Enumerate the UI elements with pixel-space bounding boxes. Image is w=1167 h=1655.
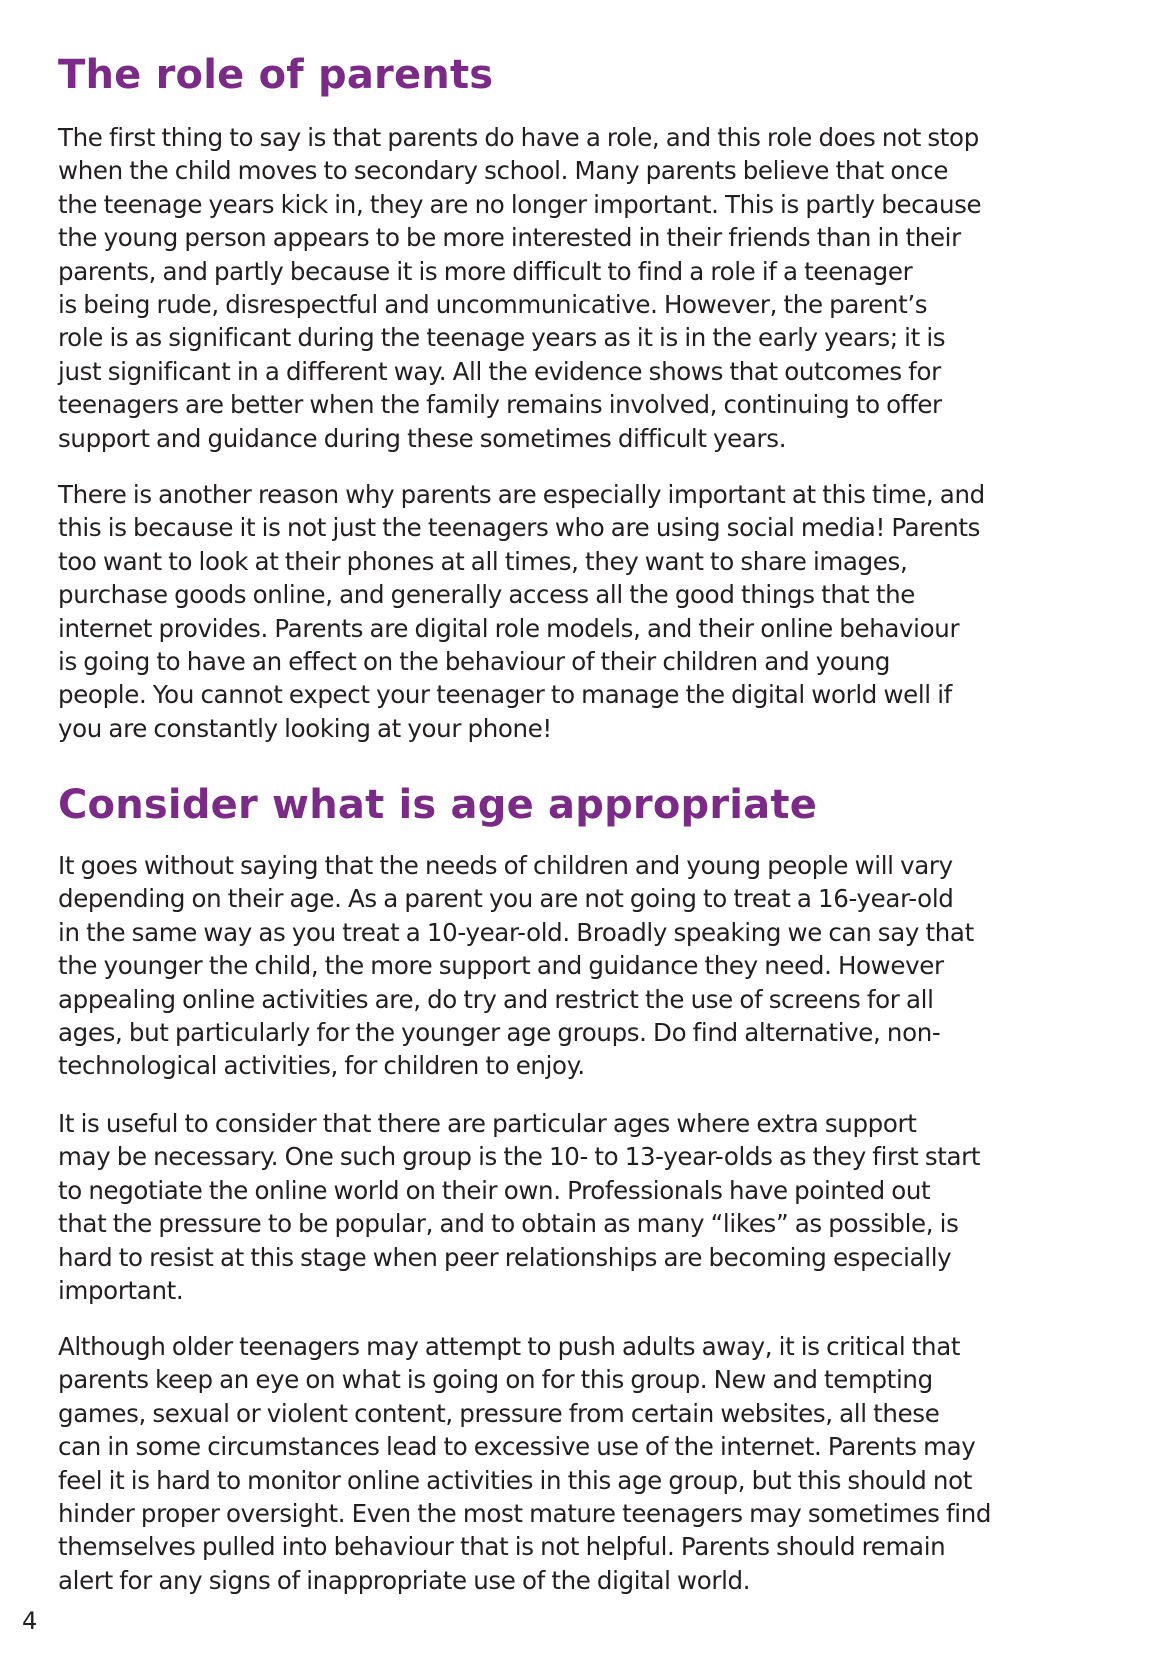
- text-line: just significant in a different way. All the evidence shows that outcomes for: [58, 356, 941, 386]
- paragraph: [58, 478, 1118, 745]
- text-line: too want to look at their phones at all times, they want to share images,: [58, 546, 908, 576]
- text-line: purchase goods online, and generally access all the good things that the: [58, 580, 916, 610]
- text-line: important.: [58, 1276, 184, 1306]
- text-line: when the child moves to secondary school. Many parents believe that once: [58, 156, 949, 186]
- text-line: alert for any signs of inappropriate use of the digital world.: [58, 1565, 751, 1595]
- text-line: ages, but particularly for the younger age groups. Do find alternative, non-: [58, 1018, 941, 1048]
- text-line: feel it is hard to monitor online activities in this age group, but this should not: [58, 1465, 973, 1495]
- text-line: It is useful to consider that there are particular ages where extra support: [58, 1109, 917, 1138]
- text-line: It goes without saying that the needs of children and young people will vary: [58, 851, 953, 880]
- text-line: parents keep an eye on what is going on for this group. New and tempting: [58, 1365, 933, 1395]
- page-number: 4: [22, 1607, 38, 1635]
- text-line: the younger the child, the more support and guidance they need. However: [58, 951, 944, 981]
- text-line: that the pressure to be popular, and to obtain as many “likes” as possible, is: [58, 1209, 959, 1239]
- text-line: internet provides. Parents are digital role models, and their online behaviour: [58, 613, 960, 643]
- text-line: can in some circumstances lead to excessive use of the internet. Parents may: [58, 1432, 976, 1462]
- section-heading-age-appropriate: Consider what is age appropriate: [58, 782, 818, 828]
- text-line: Although older teenagers may attempt to push adults away, it is critical that: [58, 1332, 961, 1361]
- text-line: in the same way as you treat a 10-year-old. Broadly speaking we can say that: [58, 917, 974, 947]
- text-line: may be necessary. One such group is the 10- to 13-year-olds as they first start: [58, 1142, 981, 1172]
- paragraph: [58, 121, 1118, 455]
- text-line: parents, and partly because it is more difficult to find a role if a teenager: [58, 256, 913, 286]
- text-line: people. You cannot expect your teenager to manage the digital world well if: [58, 680, 952, 710]
- text-line: is going to have an effect on the behaviour of their children and young: [58, 647, 891, 677]
- text-line: support and guidance during these sometimes difficult years.: [58, 423, 787, 453]
- text-line: The first thing to say is that parents do have a role, and this role does not stop: [58, 123, 979, 152]
- text-line: teenagers are better when the family remains involved, continuing to offer: [58, 390, 942, 420]
- paragraph: [58, 1330, 1118, 1597]
- text-line: There is another reason why parents are especially important at this time, and: [58, 480, 985, 509]
- text-line: to negotiate the online world on their own. Professionals have pointed out: [58, 1175, 931, 1205]
- text-line: the young person appears to be more interested in their friends than in their: [58, 223, 961, 253]
- text-line: the teenage years kick in, they are no longer important. This is partly because: [58, 189, 982, 219]
- text-line: technological activities, for children to enjoy.: [58, 1051, 585, 1081]
- text-line: appealing online activities are, do try and restrict the use of screens for all: [58, 984, 934, 1014]
- paragraph: [58, 849, 1118, 1083]
- text-line: games, sexual or violent content, pressure from certain websites, all these: [58, 1398, 940, 1428]
- text-line: depending on their age. As a parent you are not going to treat a 16-year-old: [58, 884, 954, 914]
- paragraph: [58, 1107, 1118, 1307]
- text-line: themselves pulled into behaviour that is not helpful. Parents should remain: [58, 1532, 946, 1562]
- section-heading-role-of-parents: The role of parents: [58, 52, 494, 98]
- text-line: hinder proper oversight. Even the most mature teenagers may sometimes find: [58, 1499, 992, 1529]
- text-line: you are constantly looking at your phone!: [58, 713, 552, 743]
- text-line: role is as significant during the teenage years as it is in the early years; it is: [58, 323, 946, 353]
- text-line: is being rude, disrespectful and uncommunicative. However, the parent’s: [58, 290, 928, 320]
- text-line: this is because it is not just the teenagers who are using social media! Parents: [58, 513, 981, 543]
- text-line: hard to resist at this stage when peer relationships are becoming especially: [58, 1242, 952, 1272]
